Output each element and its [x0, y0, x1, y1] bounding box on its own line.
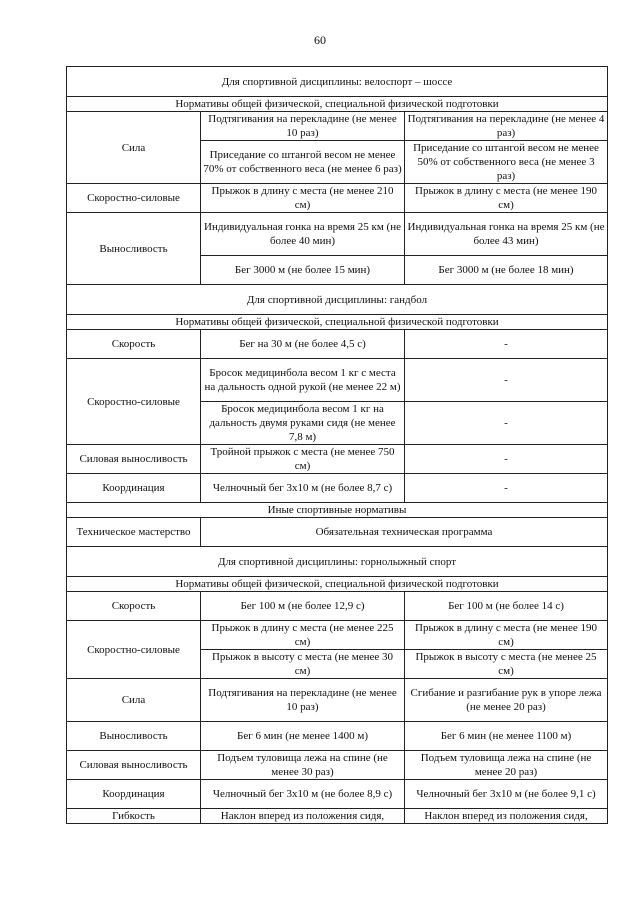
norm-cell: Прыжок в длину с места (не менее 190 см)	[405, 184, 608, 213]
norm-cell: -	[405, 402, 608, 445]
category-label: Координация	[67, 474, 201, 503]
norm-cell: Подтягивания на перекладине (не менее 10 раз)	[201, 112, 405, 141]
category-label: Силовая выносливость	[67, 751, 201, 780]
norm-cell: Наклон вперед из положения сидя,	[201, 809, 405, 824]
norm-cell: Подтягивания на перекладине (не менее 10 раз)	[201, 679, 405, 722]
category-label: Скоростно-силовые	[67, 621, 201, 679]
norm-cell: Бег 6 мин (не менее 1400 м)	[201, 722, 405, 751]
section-title: Для спортивной дисциплины: велоспорт – шоссе	[67, 67, 608, 97]
norm-cell: Приседание со штангой весом не менее 50% от собственного веса (не менее 3 раз)	[405, 141, 608, 184]
norm-cell: Бег 100 м (не более 12,9 с)	[201, 592, 405, 621]
norm-cell: Бег 6 мин (не менее 1100 м)	[405, 722, 608, 751]
category-label: Скорость	[67, 592, 201, 621]
norm-cell: Бег 3000 м (не более 15 мин)	[201, 256, 405, 285]
norm-cell: Челночный бег 3х10 м (не более 8,7 с)	[201, 474, 405, 503]
section-subtitle: Нормативы общей физической, специальной физической подготовки	[67, 577, 608, 592]
standards-table	[66, 66, 608, 824]
norm-cell: Бег 100 м (не более 14 с)	[405, 592, 608, 621]
norm-cell: Прыжок в длину с места (не менее 190 см)	[405, 621, 608, 650]
norm-cell: -	[405, 330, 608, 359]
norm-cell: Бег 3000 м (не более 18 мин)	[405, 256, 608, 285]
norm-cell: Прыжок в длину с места (не менее 210 см)	[201, 184, 405, 213]
norm-cell: Прыжок в высоту с места (не менее 25 см)	[405, 650, 608, 679]
other-standards-title: Иные спортивные нормативы	[67, 503, 608, 518]
norm-cell: Приседание со штангой весом не менее 70% от собственного веса (не менее 6 раз)	[201, 141, 405, 184]
norm-cell: -	[405, 474, 608, 503]
norm-cell: Подъем туловища лежа на спине (не менее 30 раз)	[201, 751, 405, 780]
category-label: Выносливость	[67, 722, 201, 751]
category-label: Гибкость	[67, 809, 201, 824]
norm-cell: Тройной прыжок с места (не менее 750 см)	[201, 445, 405, 474]
norm-cell: Прыжок в высоту с места (не менее 30 см)	[201, 650, 405, 679]
category-label: Скоростно-силовые	[67, 359, 201, 445]
norm-cell: -	[405, 359, 608, 402]
category-label: Техническое мастерство	[67, 518, 201, 547]
norm-cell: Прыжок в длину с места (не менее 225 см)	[201, 621, 405, 650]
norm-cell: Подтягивания на перекладине (не менее 4 раз)	[405, 112, 608, 141]
category-label: Скоростно-силовые	[67, 184, 201, 213]
section-subtitle: Нормативы общей физической, специальной физической подготовки	[67, 97, 608, 112]
category-label: Сила	[67, 679, 201, 722]
section-title: Для спортивной дисциплины: гандбол	[67, 285, 608, 315]
category-label: Скорость	[67, 330, 201, 359]
norm-cell: Челночный бег 3х10 м (не более 9,1 с)	[405, 780, 608, 809]
category-label: Силовая выносливость	[67, 445, 201, 474]
page-number: 60	[314, 33, 326, 47]
norm-cell: Челночный бег 3х10 м (не более 8,9 с)	[201, 780, 405, 809]
category-label: Сила	[67, 112, 201, 184]
norm-cell: Обязательная техническая программа	[201, 518, 608, 547]
norm-cell: Бросок медицинбола весом 1 кг с места на дальность одной рукой (не менее 22 м)	[201, 359, 405, 402]
norm-cell: Бег на 30 м (не более 4,5 с)	[201, 330, 405, 359]
category-label: Выносливость	[67, 213, 201, 285]
category-label: Координация	[67, 780, 201, 809]
norm-cell: Сгибание и разгибание рук в упоре лежа (не менее 20 раз)	[405, 679, 608, 722]
section-title: Для спортивной дисциплины: горнолыжный спорт	[67, 547, 608, 577]
norm-cell: Бросок медицинбола весом 1 кг на дальность двумя руками сидя (не менее 7,8 м)	[201, 402, 405, 445]
section-subtitle: Нормативы общей физической, специальной физической подготовки	[67, 315, 608, 330]
norm-cell: Подъем туловища лежа на спине (не менее 20 раз)	[405, 751, 608, 780]
norm-cell: -	[405, 445, 608, 474]
norm-cell: Наклон вперед из положения сидя,	[405, 809, 608, 824]
norm-cell: Индивидуальная гонка на время 25 км (не более 43 мин)	[405, 213, 608, 256]
norm-cell: Индивидуальная гонка на время 25 км (не более 40 мин)	[201, 213, 405, 256]
